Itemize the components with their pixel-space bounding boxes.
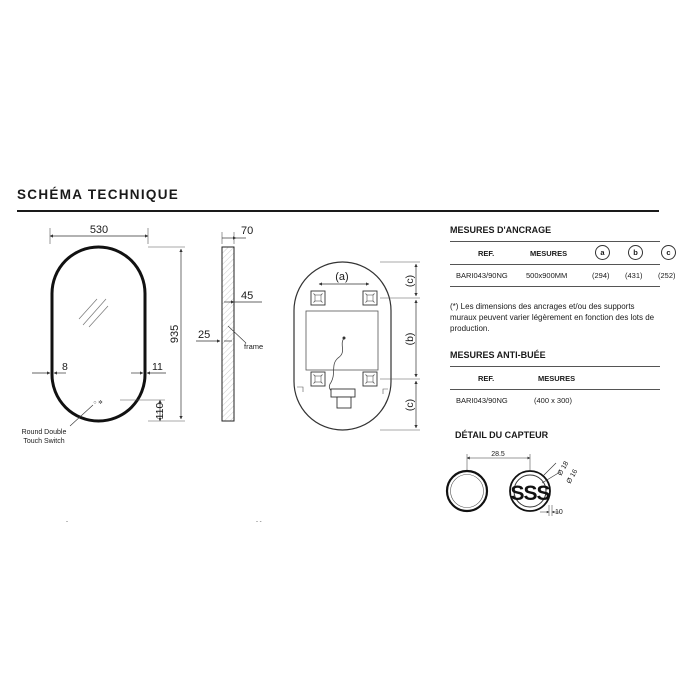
antifog-ref-value: BARI043/90NG — [456, 396, 508, 405]
antifog-mesures-value: (400 x 300) — [534, 396, 572, 405]
sensor-detail — [447, 451, 579, 516]
antifog-table — [450, 366, 660, 414]
mirror-frame — [52, 247, 145, 421]
anchoring-col-b: b — [628, 245, 643, 260]
back-view — [294, 262, 420, 430]
depth-dimension-label: 70 — [241, 225, 254, 237]
page-title: SCHÉMA TECHNIQUE — [17, 187, 180, 202]
width-dimension-label: 530 — [89, 224, 109, 236]
height-dimension-label: 935 — [169, 324, 181, 344]
anchoring-col-mesures: MESURES — [530, 249, 568, 258]
sensor-d16-label: Ø 16 — [565, 468, 580, 485]
c-bottom-dimension-label: (c) — [404, 398, 416, 412]
anchor-bracket-bottom-right — [363, 372, 377, 386]
anchoring-ref-value: BARI043/90NG — [456, 271, 508, 280]
right-inset-label: 11 — [152, 361, 163, 373]
antifog-data-row — [450, 389, 660, 411]
anchoring-note: (*) Les dimensions des ancrages et/ou des supports muraux peuvent varier légèrement en fonction des lots de production. — [450, 302, 655, 333]
svg-text:- -: - - — [256, 519, 262, 525]
anchor-bracket-top-left — [311, 291, 325, 305]
bottom-dimension-label: 110 — [154, 402, 166, 420]
anchor-bracket-bottom-left — [311, 372, 325, 386]
anchor-bracket-top-right — [363, 291, 377, 305]
anchoring-b-value: (431) — [625, 271, 643, 280]
touch-switch-icon: ○ ✲ — [93, 400, 103, 406]
sensor-button-text: SSS — [510, 482, 550, 505]
anchoring-col-c: c — [661, 245, 676, 260]
front-view — [22, 224, 185, 525]
frame-label: frame — [244, 342, 264, 351]
anchoring-col-ref: REF. — [478, 249, 495, 258]
sensor-width-label: 28.5 — [491, 451, 505, 458]
side-profile — [222, 247, 234, 421]
anchoring-table — [450, 241, 676, 297]
driver-box — [331, 389, 355, 397]
a-dimension-label: (a) — [335, 271, 349, 283]
anchoring-section-title: MESURES D'ANCRAGE — [450, 225, 552, 235]
antifog-header-row — [450, 366, 660, 390]
side-view — [196, 225, 263, 525]
anchoring-c-value: (252) — [658, 271, 676, 280]
switch-label-line-1: Round Double — [21, 429, 67, 436]
left-inset-label: 8 — [62, 361, 68, 373]
sensor-depth-label: 10 — [555, 509, 563, 516]
sensor-d18-label: Ø 18 — [556, 460, 571, 477]
anchoring-col-a: a — [595, 245, 610, 260]
c-top-dimension-label: (c) — [404, 274, 416, 288]
b-dimension-label: (b) — [404, 332, 416, 346]
inner-dimension-label: 45 — [241, 290, 254, 302]
anchoring-a-value: (294) — [592, 271, 610, 280]
anchoring-data-row — [450, 264, 676, 287]
anchoring-mesures-value: 500x900MM — [526, 271, 568, 280]
svg-text:-: - — [66, 519, 68, 525]
offset-dimension-label: 25 — [198, 329, 211, 341]
antifog-col-mesures: MESURES — [538, 374, 576, 383]
antifog-col-ref: REF. — [478, 374, 495, 383]
antifog-section-title: MESURES ANTI-BUÉE — [450, 350, 546, 360]
anchoring-header-row — [450, 241, 671, 265]
sensor-section-title: DÉTAIL DU CAPTEUR — [455, 430, 549, 440]
switch-label-line-2: Touch Switch — [23, 438, 65, 445]
